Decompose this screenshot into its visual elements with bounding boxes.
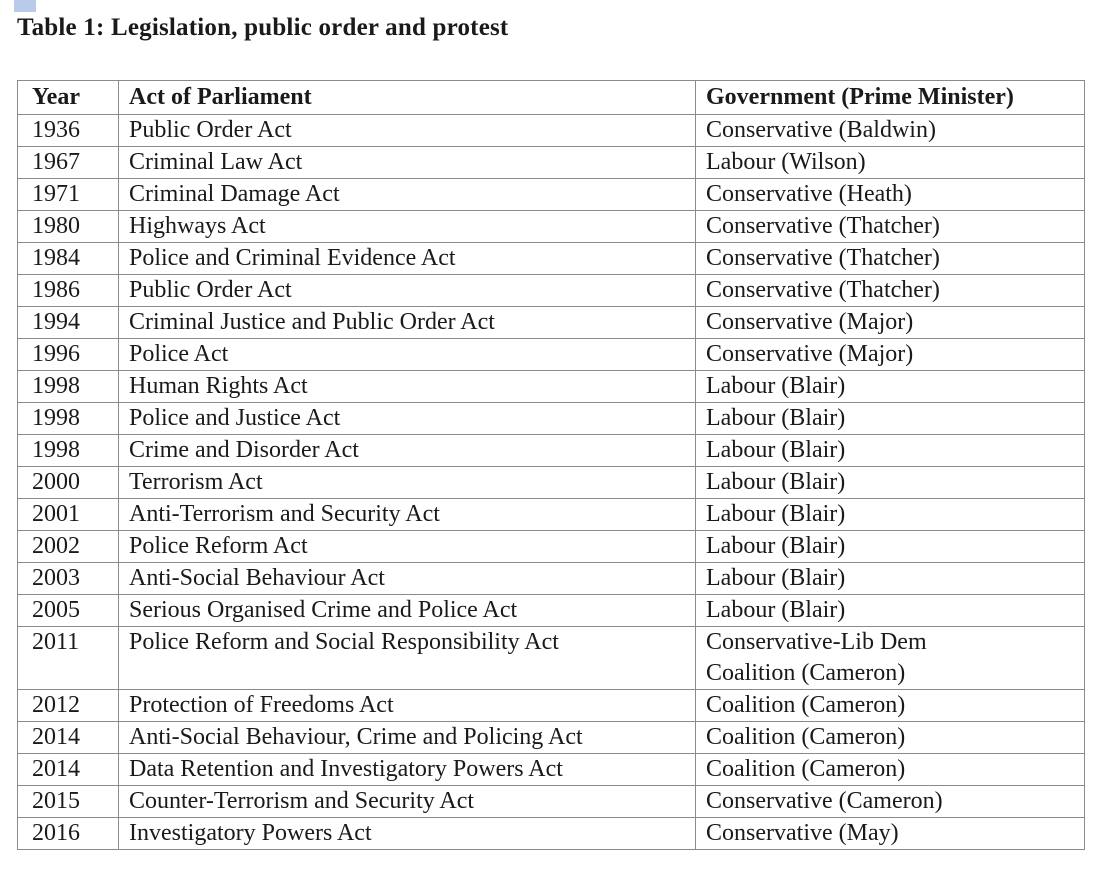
table-row bbox=[18, 179, 1085, 211]
act-cell: Police Act bbox=[119, 339, 696, 371]
table-row bbox=[18, 403, 1085, 435]
year-cell: 2005 bbox=[18, 595, 119, 627]
table-row bbox=[18, 563, 1085, 595]
government-cell: Labour (Blair) bbox=[696, 531, 1085, 563]
act-cell: Public Order Act bbox=[119, 275, 696, 307]
government-cell: Conservative (May) bbox=[696, 818, 1085, 850]
year-cell: 2015 bbox=[18, 786, 119, 818]
year-cell: 2016 bbox=[18, 818, 119, 850]
government-cell: Labour (Wilson) bbox=[696, 147, 1085, 179]
table-row bbox=[18, 690, 1085, 722]
year-cell: 1980 bbox=[18, 211, 119, 243]
government-cell: Conservative (Thatcher) bbox=[696, 243, 1085, 275]
act-cell: Crime and Disorder Act bbox=[119, 435, 696, 467]
government-cell: Conservative (Thatcher) bbox=[696, 211, 1085, 243]
act-cell: Anti-Social Behaviour Act bbox=[119, 563, 696, 595]
government-cell: Conservative (Cameron) bbox=[696, 786, 1085, 818]
government-cell: Labour (Blair) bbox=[696, 467, 1085, 499]
table-row bbox=[18, 147, 1085, 179]
year-cell: 1998 bbox=[18, 371, 119, 403]
government-cell: Conservative (Major) bbox=[696, 339, 1085, 371]
year-cell: 1994 bbox=[18, 307, 119, 339]
government-cell: Labour (Blair) bbox=[696, 403, 1085, 435]
government-cell: Conservative (Heath) bbox=[696, 179, 1085, 211]
table-body bbox=[18, 115, 1085, 850]
table-row bbox=[18, 339, 1085, 371]
act-cell: Police and Criminal Evidence Act bbox=[119, 243, 696, 275]
year-cell: 1984 bbox=[18, 243, 119, 275]
act-cell: Criminal Law Act bbox=[119, 147, 696, 179]
year-cell: 2002 bbox=[18, 531, 119, 563]
year-cell: 2000 bbox=[18, 467, 119, 499]
government-cell: Labour (Blair) bbox=[696, 371, 1085, 403]
table-row bbox=[18, 211, 1085, 243]
table-caption: Table 1: Legislation, public order and protest bbox=[17, 14, 509, 41]
year-cell: 2011 bbox=[18, 627, 119, 690]
column-header-act: Act of Parliament bbox=[119, 81, 696, 115]
act-cell: Police Reform Act bbox=[119, 531, 696, 563]
selection-marker bbox=[14, 0, 36, 12]
government-cell: Conservative (Thatcher) bbox=[696, 275, 1085, 307]
government-cell: Coalition (Cameron) bbox=[696, 754, 1085, 786]
government-cell: Conservative (Major) bbox=[696, 307, 1085, 339]
act-cell: Data Retention and Investigatory Powers Act bbox=[119, 754, 696, 786]
government-cell: Labour (Blair) bbox=[696, 499, 1085, 531]
act-cell: Criminal Justice and Public Order Act bbox=[119, 307, 696, 339]
government-cell: Labour (Blair) bbox=[696, 595, 1085, 627]
table-row bbox=[18, 818, 1085, 850]
table-row bbox=[18, 275, 1085, 307]
government-cell: Coalition (Cameron) bbox=[696, 722, 1085, 754]
year-cell: 1967 bbox=[18, 147, 119, 179]
year-cell: 2014 bbox=[18, 722, 119, 754]
act-cell: Police Reform and Social Responsibility Act bbox=[119, 627, 696, 690]
act-cell: Criminal Damage Act bbox=[119, 179, 696, 211]
table-row bbox=[18, 435, 1085, 467]
year-cell: 1936 bbox=[18, 115, 119, 147]
act-cell: Counter-Terrorism and Security Act bbox=[119, 786, 696, 818]
government-cell: Coalition (Cameron) bbox=[696, 690, 1085, 722]
act-cell: Investigatory Powers Act bbox=[119, 818, 696, 850]
government-cell: Labour (Blair) bbox=[696, 563, 1085, 595]
table-row bbox=[18, 243, 1085, 275]
year-cell: 2012 bbox=[18, 690, 119, 722]
table-row bbox=[18, 467, 1085, 499]
table-row bbox=[18, 115, 1085, 147]
table-row bbox=[18, 499, 1085, 531]
act-cell: Protection of Freedoms Act bbox=[119, 690, 696, 722]
table-header-row bbox=[18, 81, 1085, 115]
year-cell: 1971 bbox=[18, 179, 119, 211]
act-cell: Human Rights Act bbox=[119, 371, 696, 403]
year-cell: 1998 bbox=[18, 403, 119, 435]
table-row bbox=[18, 307, 1085, 339]
table-row bbox=[18, 531, 1085, 563]
table-row bbox=[18, 786, 1085, 818]
table-row bbox=[18, 722, 1085, 754]
act-cell: Police and Justice Act bbox=[119, 403, 696, 435]
table-row bbox=[18, 371, 1085, 403]
act-cell: Terrorism Act bbox=[119, 467, 696, 499]
column-header-year: Year bbox=[18, 81, 119, 115]
year-cell: 2001 bbox=[18, 499, 119, 531]
act-cell: Serious Organised Crime and Police Act bbox=[119, 595, 696, 627]
year-cell: 2014 bbox=[18, 754, 119, 786]
column-header-government: Government (Prime Minister) bbox=[696, 81, 1085, 115]
legislation-table bbox=[17, 80, 1085, 850]
act-cell: Highways Act bbox=[119, 211, 696, 243]
act-cell: Anti-Social Behaviour, Crime and Policing Act bbox=[119, 722, 696, 754]
government-cell: Labour (Blair) bbox=[696, 435, 1085, 467]
government-cell: Conservative (Baldwin) bbox=[696, 115, 1085, 147]
year-cell: 2003 bbox=[18, 563, 119, 595]
act-cell: Public Order Act bbox=[119, 115, 696, 147]
year-cell: 1998 bbox=[18, 435, 119, 467]
act-cell: Anti-Terrorism and Security Act bbox=[119, 499, 696, 531]
table-row bbox=[18, 627, 1085, 690]
year-cell: 1996 bbox=[18, 339, 119, 371]
government-cell: Conservative-Lib Dem Coalition (Cameron) bbox=[696, 627, 1085, 690]
table-row bbox=[18, 595, 1085, 627]
table-row bbox=[18, 754, 1085, 786]
year-cell: 1986 bbox=[18, 275, 119, 307]
